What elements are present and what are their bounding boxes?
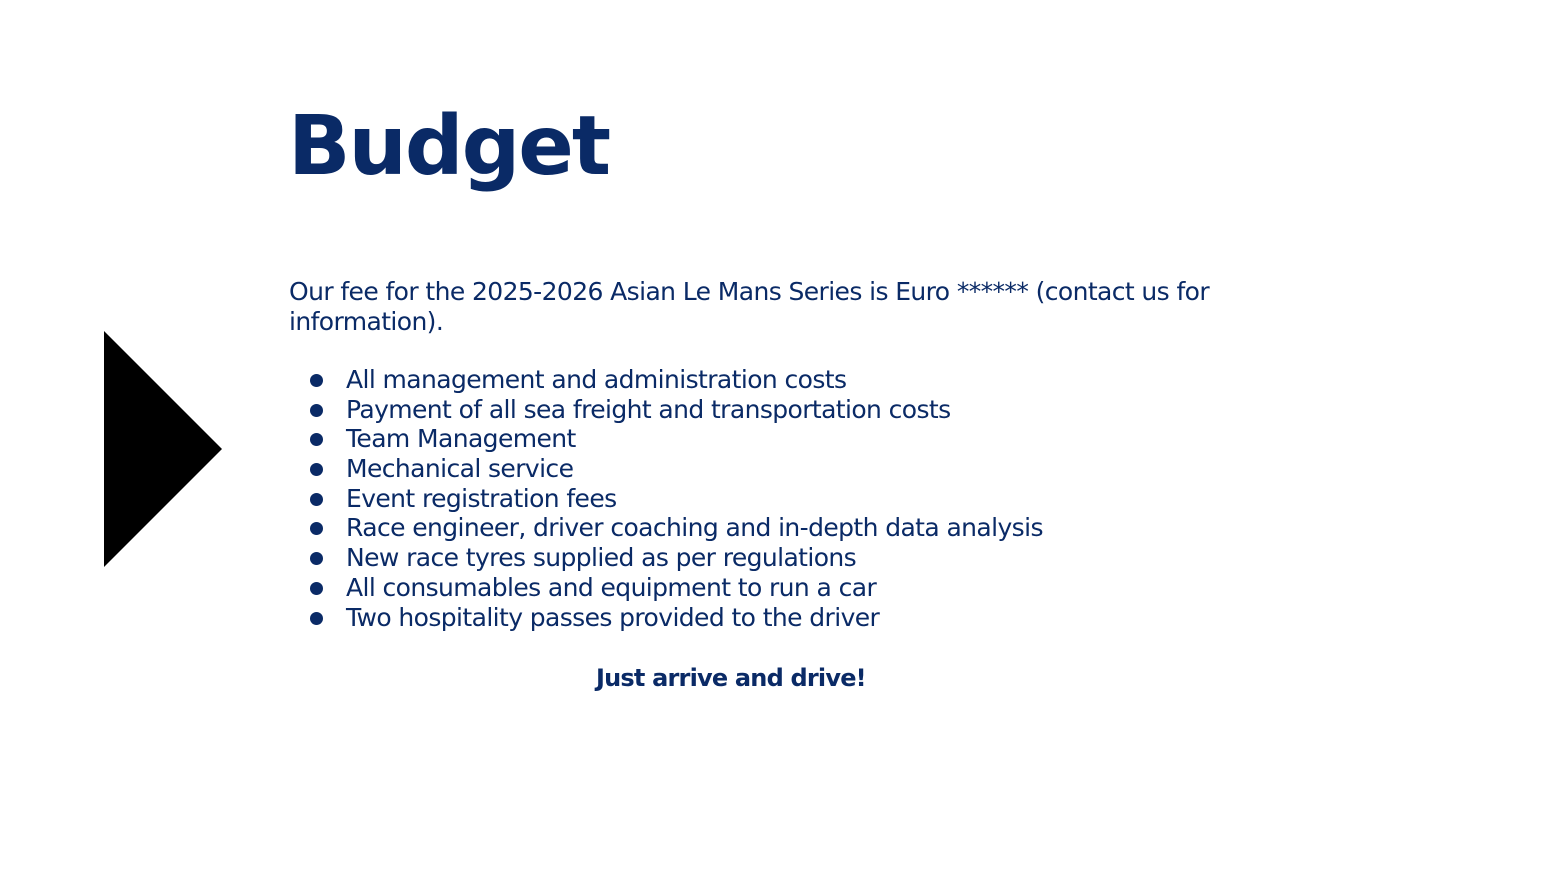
bullet-icon (310, 404, 323, 417)
list-item (289, 454, 1043, 484)
list-item (289, 395, 1043, 425)
list-item-label: Two hospitality passes provided to the driver (346, 602, 880, 632)
fee-description: Our fee for the 2025-2026 Asian Le Mans Series is Euro ****** (contact us for information). (289, 277, 1210, 336)
bullet-icon (310, 433, 323, 446)
list-item-label: Race engineer, driver coaching and in-depth data analysis (346, 513, 1043, 543)
bullet-icon (310, 493, 323, 506)
slide-title: Budget (288, 99, 610, 194)
list-item-label: Payment of all sea freight and transportation costs (346, 394, 951, 424)
included-items-list (289, 365, 1043, 632)
list-item-label: All consumables and equipment to run a car (346, 572, 877, 602)
list-item-label: All management and administration costs (346, 365, 847, 394)
bullet-icon (310, 374, 323, 387)
list-item (289, 513, 1043, 543)
tagline: Just arrive and drive! (596, 664, 866, 692)
right-triangle-icon (104, 331, 222, 567)
bullet-icon (310, 552, 323, 565)
list-item (289, 573, 1043, 603)
bullet-icon (310, 522, 323, 535)
list-item (289, 424, 1043, 454)
bullet-icon (310, 612, 323, 625)
list-item (289, 484, 1043, 514)
list-item (289, 543, 1043, 573)
list-item (289, 365, 1043, 395)
list-item-label: Event registration fees (346, 483, 617, 513)
bullet-icon (310, 463, 323, 476)
list-item-label: New race tyres supplied as per regulations (346, 543, 857, 573)
list-item-label: Team Management (346, 424, 576, 454)
bullet-icon (310, 582, 323, 595)
list-item-label: Mechanical service (346, 454, 574, 484)
list-item (289, 603, 1043, 633)
